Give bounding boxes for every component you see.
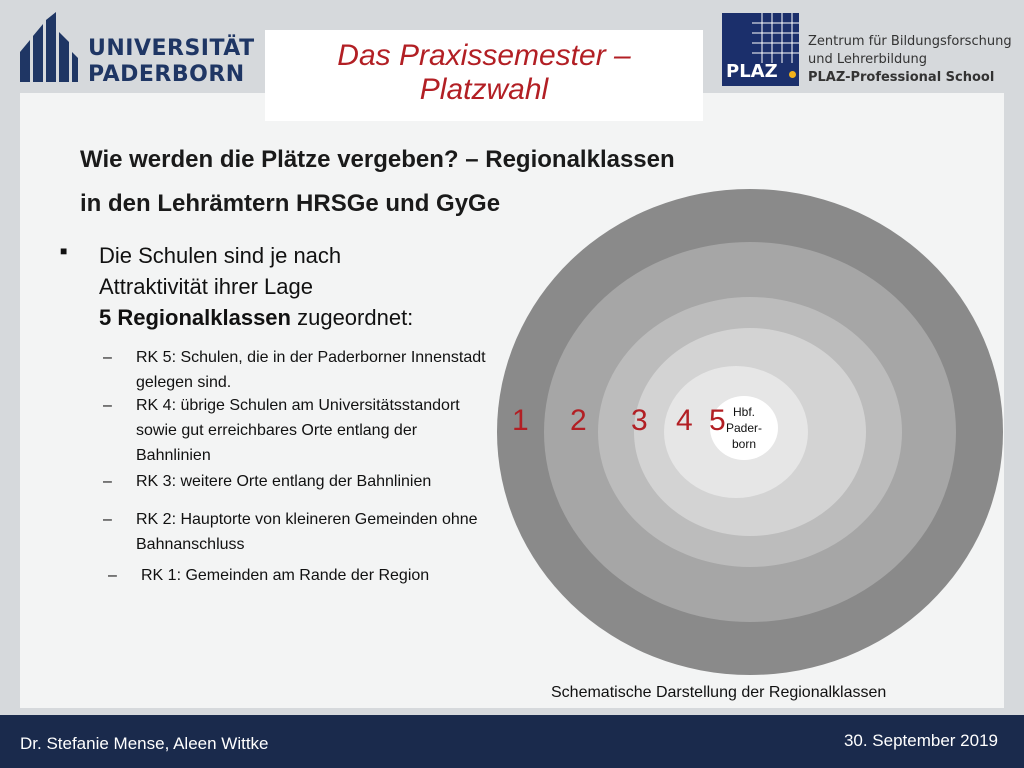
plaz-logo-text: PLAZ: [726, 61, 778, 82]
university-name: [88, 36, 255, 88]
dash-icon: –: [103, 397, 112, 414]
sub-item-line: gelegen sind.: [136, 374, 232, 391]
plaz-line2: und Lehrerbildung: [808, 52, 927, 67]
bullet-line3: [99, 302, 413, 333]
plaz-line1: Zentrum für Bildungsforschung: [808, 34, 1012, 49]
diagram-caption: Schematische Darstellung der Regionalklassen: [551, 684, 887, 701]
square-bullet-icon: ■: [60, 244, 68, 258]
sub-item-text: [136, 393, 498, 468]
footer-author: Dr. Stefanie Mense, Aleen Wittke: [20, 734, 269, 753]
sub-item-text: [136, 345, 498, 395]
sub-item-line: RK 4: übrige Schulen am Universitätsstandort: [136, 397, 460, 414]
sub-item-line: RK 5: Schulen, die in der Paderborner Innenstadt: [136, 349, 486, 366]
main-heading: [80, 138, 675, 226]
sub-item-line: sowie gut erreichbares Orte entlang der: [136, 422, 418, 439]
bullet-line3-rest: zugeordnet:: [290, 305, 414, 330]
main-heading-line2: in den Lehrämtern HRSGe und GyGe: [80, 190, 501, 217]
dash-icon: –: [103, 511, 112, 528]
sub-item-text: [141, 563, 503, 588]
center-label: [720, 404, 768, 452]
bullet-line1: Die Schulen sind je nach: [99, 243, 342, 268]
ring-label-1: 1: [512, 404, 529, 437]
plaz-organization-name: [808, 33, 1012, 87]
center-label-line1: Hbf.: [732, 405, 755, 419]
ring-label-2: 2: [570, 404, 587, 437]
sub-item-line: RK 2: Hauptorte von kleineren Gemeinden ohne: [136, 511, 478, 528]
ring-label-4: 4: [676, 404, 693, 437]
footer-bar: [0, 715, 1024, 768]
sub-item-line: RK 1: Gemeinden am Rande der Region: [141, 567, 430, 584]
footer-date: 30. September 2019: [843, 731, 998, 750]
ring-label-5: 5: [709, 404, 726, 437]
main-heading-line1: Wie werden die Plätze vergeben? – Regionalklassen: [80, 146, 675, 173]
center-label-line3: born: [731, 437, 757, 451]
university-name-line2: PADERBORN: [88, 62, 245, 87]
dash-icon: –: [103, 473, 112, 490]
bullet-line2: Attraktivität ihrer Lage: [99, 274, 313, 299]
slide-title-line1: Das Praxissemester –: [337, 39, 631, 72]
sub-item-line: Bahnlinien: [136, 447, 211, 464]
slide-title-line2: Platzwahl: [419, 73, 549, 106]
dash-icon: –: [103, 349, 112, 366]
plaz-line3: PLAZ-Professional School: [808, 70, 995, 85]
sub-item-line: RK 3: weitere Orte entlang der Bahnlinien: [136, 473, 432, 490]
dash-icon: –: [108, 567, 117, 584]
slide-title: [265, 30, 703, 121]
university-emblem-icon: [18, 12, 80, 88]
sub-item-text: [136, 507, 498, 557]
university-name-line1: UNIVERSITÄT: [88, 36, 255, 61]
ring-label-3: 3: [631, 404, 648, 437]
center-label-line2: Pader-: [725, 421, 763, 435]
bullet-line3-bold: 5 Regionalklassen: [99, 305, 291, 330]
sub-item-line: Bahnanschluss: [136, 536, 245, 553]
plaz-dot-icon: [789, 71, 796, 78]
main-bullet-text: [99, 240, 413, 333]
university-logo: [18, 12, 255, 88]
sub-item-text: [136, 469, 498, 494]
plaz-logo: [722, 13, 799, 86]
